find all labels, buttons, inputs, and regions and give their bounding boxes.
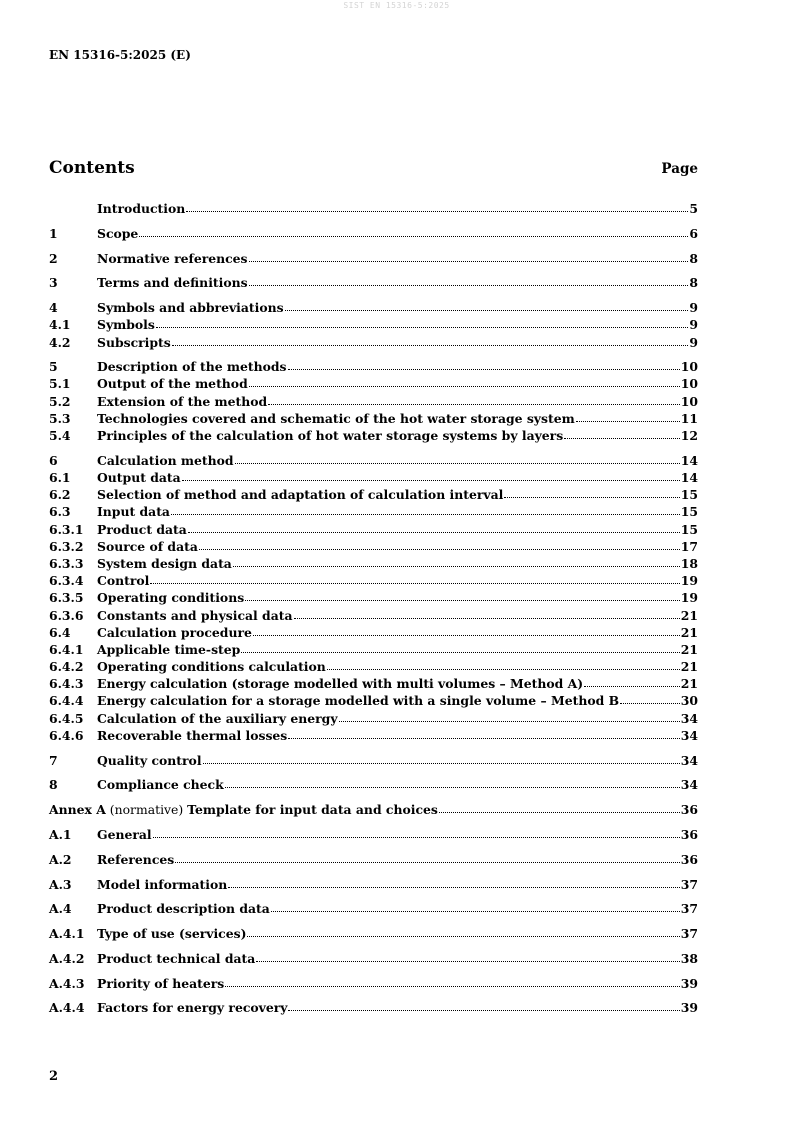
toc-entry-number: A.1 [49, 826, 72, 842]
toc-dot-leader [249, 385, 680, 387]
toc-dot-leader [288, 737, 679, 739]
toc-entry-title: Description of the methods [97, 359, 287, 375]
toc-entry-title: Output of the method [97, 376, 248, 392]
toc-entry-title: Priority of heaters [97, 975, 225, 991]
toc-entry[interactable] [49, 470, 698, 487]
table-of-contents [49, 201, 698, 1018]
toc-entry-page: 36 [680, 802, 698, 818]
toc-entry-title: Input data [97, 504, 170, 520]
contents-heading: Contents [49, 158, 135, 178]
toc-entry-number: 6.2 [49, 487, 71, 503]
toc-entry-number: A.4.4 [49, 1000, 85, 1016]
toc-entry[interactable] [49, 676, 698, 693]
toc-entry-title: Applicable time-step [97, 641, 241, 657]
toc-entry[interactable] [49, 573, 698, 590]
toc-entry[interactable] [49, 201, 698, 218]
toc-entry-title [49, 802, 438, 817]
toc-entry-number: 6.4.3 [49, 676, 84, 692]
toc-entry[interactable] [49, 926, 698, 943]
toc-entry-page: 37 [680, 901, 698, 917]
toc-entry[interactable] [49, 335, 698, 352]
toc-entry-number: 6.3.3 [49, 555, 84, 571]
toc-entry-number: 3 [49, 275, 58, 291]
toc-entry-title: Recoverable thermal losses [97, 727, 288, 743]
toc-annex-title: Template for input data and choices [187, 802, 438, 818]
toc-entry-page: 19 [680, 590, 698, 606]
toc-dot-leader [285, 309, 689, 311]
toc-dot-leader [253, 634, 680, 636]
toc-dot-leader [620, 702, 680, 704]
toc-entry-title: Normative references [97, 250, 248, 266]
toc-entry-title: References [97, 851, 175, 867]
toc-entry[interactable] [49, 590, 698, 607]
toc-entry-page: 30 [680, 693, 698, 709]
toc-entry-number: 6.4 [49, 624, 71, 640]
toc-entry[interactable] [49, 711, 698, 728]
toc-entry-page: 36 [680, 826, 698, 842]
toc-entry-page: 18 [680, 555, 698, 571]
page-column-label: Page [661, 161, 698, 177]
toc-entry-title: Technologies covered and schematic of the hot water storage system [97, 410, 575, 426]
toc-entry[interactable] [49, 827, 698, 844]
toc-dot-leader [171, 513, 680, 515]
toc-entry-title: Product technical data [97, 950, 256, 966]
toc-dot-leader [241, 651, 679, 653]
toc-entry-number: 6.1 [49, 470, 71, 485]
toc-entry-page: 34 [680, 752, 698, 768]
toc-entry-page: 11 [680, 410, 698, 426]
toc-dot-leader [249, 284, 689, 286]
toc-entry[interactable] [49, 376, 698, 393]
toc-entry[interactable] [49, 659, 698, 676]
toc-entry-number: 5 [49, 359, 58, 375]
toc-entry-number: 4.1 [49, 317, 71, 333]
toc-entry[interactable] [49, 428, 698, 445]
toc-entry-number: 6.3.6 [49, 607, 84, 623]
toc-entry-number: 5.2 [49, 393, 71, 409]
toc-dot-leader [294, 617, 680, 619]
toc-entry-title: Product data [97, 521, 187, 537]
toc-entry-number: 1 [49, 225, 58, 241]
toc-entry-title: Type of use (services) [97, 926, 247, 942]
toc-entry-page: 34 [680, 727, 698, 743]
toc-entry-title: Source of data [97, 538, 198, 554]
toc-annex-qualifier: (normative) [105, 802, 188, 818]
toc-entry-number: 5.4 [49, 428, 71, 444]
toc-entry[interactable] [49, 300, 698, 317]
toc-entry-page: 39 [680, 975, 698, 991]
toc-dot-leader [228, 886, 680, 888]
toc-entry[interactable] [49, 539, 698, 556]
toc-entry[interactable] [49, 608, 698, 625]
toc-entry-page: 8 [689, 250, 698, 266]
toc-entry[interactable] [49, 802, 698, 819]
toc-entry-page: 14 [680, 452, 698, 468]
toc-dot-leader [584, 685, 680, 687]
toc-entry-page: 15 [680, 521, 698, 537]
toc-entry-page: 39 [680, 1000, 698, 1016]
toc-entry-page: 21 [680, 641, 698, 657]
toc-entry[interactable] [49, 852, 698, 869]
toc-entry-page: 10 [680, 359, 698, 375]
toc-entry-page: 34 [680, 777, 698, 793]
toc-dot-leader [188, 531, 680, 533]
toc-entry-page: 15 [680, 504, 698, 520]
toc-entry-title: Scope [97, 225, 139, 241]
toc-entry-title: Principles of the calculation of hot water storage systems by layers [97, 428, 564, 444]
toc-entry-number: A.4 [49, 901, 72, 917]
toc-dot-leader [564, 437, 680, 439]
toc-entry-page: 21 [680, 624, 698, 640]
toc-entry-page: 9 [689, 317, 698, 333]
toc-entry-number: 5.1 [49, 376, 71, 392]
toc-entry-title: Operating conditions calculation [97, 659, 326, 675]
document-id: EN 15316-5:2025 (E) [49, 48, 191, 62]
toc-entry-page: 34 [680, 710, 698, 726]
toc-entry-page: 12 [680, 428, 698, 444]
toc-entry-page: 8 [689, 275, 698, 291]
toc-entry-number: A.4.2 [49, 950, 85, 966]
toc-entry-number: 6 [49, 452, 58, 468]
toc-dot-leader [247, 935, 679, 937]
toc-dot-leader [249, 260, 689, 262]
toc-entry-number: 6.4.6 [49, 727, 84, 743]
footer-page-number: 2 [49, 1069, 59, 1084]
toc-entry-number: 4 [49, 300, 58, 316]
toc-entry[interactable] [49, 728, 698, 745]
toc-entry-title: Operating conditions [97, 590, 245, 606]
toc-entry-number: A.2 [49, 851, 72, 867]
toc-entry-number: 6.4.1 [49, 641, 84, 657]
toc-dot-leader [256, 960, 679, 962]
toc-entry-title: Control [97, 573, 150, 589]
toc-entry[interactable] [49, 753, 698, 770]
toc-entry-title: Factors for energy recovery [97, 1000, 288, 1016]
toc-entry-page: 37 [680, 926, 698, 942]
toc-entry-title: Product description data [97, 901, 270, 917]
toc-entry-number: 6.3 [49, 504, 71, 520]
toc-entry-title: Compliance check [97, 777, 224, 793]
toc-entry-number: 6.3.2 [49, 538, 84, 554]
toc-dot-leader [225, 786, 680, 788]
toc-entry-page: 36 [680, 851, 698, 867]
toc-dot-leader [271, 910, 680, 912]
toc-dot-leader [150, 582, 679, 584]
toc-entry-page: 19 [680, 573, 698, 589]
toc-entry-number: 4.2 [49, 334, 71, 350]
toc-dot-leader [576, 420, 680, 422]
toc-dot-leader [288, 1009, 679, 1011]
toc-entry-number: 6.3.5 [49, 590, 84, 606]
toc-dot-leader [233, 565, 680, 567]
toc-entry-page: 38 [680, 950, 698, 966]
toc-entry[interactable] [49, 951, 698, 968]
toc-entry-number: 6.3.1 [49, 521, 84, 537]
toc-annex-label: Annex A [49, 802, 106, 818]
toc-entry-page: 9 [689, 300, 698, 316]
toc-entry-number: A.4.3 [49, 975, 85, 991]
toc-entry[interactable] [49, 777, 698, 794]
toc-dot-leader [186, 210, 688, 212]
toc-entry[interactable] [49, 359, 698, 376]
toc-entry-number: 2 [49, 250, 58, 266]
toc-entry-number: 6.3.4 [49, 573, 84, 589]
toc-entry-number: 8 [49, 777, 58, 793]
toc-entry-page: 37 [680, 876, 698, 892]
toc-dot-leader [175, 861, 680, 863]
toc-entry-number: 6.4.4 [49, 693, 84, 709]
toc-entry[interactable] [49, 317, 698, 334]
toc-dot-leader [153, 836, 680, 838]
toc-entry-page: 21 [680, 659, 698, 675]
toc-dot-leader [339, 720, 680, 722]
toc-entry-title: Output data [97, 470, 181, 485]
toc-entry-page: 21 [680, 607, 698, 623]
toc-entry[interactable] [49, 226, 698, 243]
toc-entry[interactable] [49, 487, 698, 504]
toc-dot-leader [203, 762, 680, 764]
toc-dot-leader [288, 368, 680, 370]
toc-entry-page: 10 [680, 393, 698, 409]
toc-entry[interactable] [49, 275, 698, 292]
toc-entry-title: System design data [97, 555, 232, 571]
toc-entry[interactable] [49, 411, 698, 428]
toc-entry-number: 6.4.5 [49, 710, 84, 726]
toc-entry-page: 17 [680, 538, 698, 554]
toc-entry-title: Energy calculation for a storage modelled with a single volume – Method B [97, 693, 620, 709]
toc-entry-title: Calculation procedure [97, 624, 252, 640]
toc-entry-page: 9 [689, 334, 698, 350]
toc-entry-title: Energy calculation (storage modelled with multi volumes – Method A) [97, 676, 584, 692]
toc-dot-leader [225, 985, 680, 987]
toc-entry[interactable] [49, 693, 698, 710]
toc-dot-leader [172, 344, 689, 346]
toc-entry-page: 14 [680, 470, 698, 485]
toc-entry-number: 5.3 [49, 410, 71, 426]
toc-entry-number: A.3 [49, 876, 72, 892]
toc-entry-title: Quality control [97, 752, 202, 768]
toc-entry-page: 15 [680, 487, 698, 503]
toc-entry[interactable] [49, 556, 698, 573]
toc-entry[interactable] [49, 642, 698, 659]
toc-dot-leader [156, 326, 689, 328]
toc-dot-leader [268, 403, 680, 405]
toc-entry-page: 5 [689, 201, 698, 216]
toc-entry-page: 6 [689, 225, 698, 241]
toc-dot-leader [504, 496, 679, 498]
toc-entry-title: General [97, 826, 152, 842]
toc-dot-leader [235, 462, 680, 464]
toc-dot-leader [245, 599, 680, 601]
toc-entry-title: Calculation method [97, 452, 234, 468]
toc-entry[interactable] [49, 522, 698, 539]
toc-dot-leader [139, 235, 688, 237]
toc-entry-number: A.4.1 [49, 926, 85, 942]
toc-entry[interactable] [49, 394, 698, 411]
toc-entry-number: 6.4.2 [49, 659, 84, 675]
toc-entry-title: Selection of method and adaptation of calculation interval [97, 487, 504, 503]
toc-dot-leader [439, 811, 680, 813]
toc-entry-title: Subscripts [97, 334, 171, 350]
toc-entry[interactable] [49, 1000, 698, 1017]
toc-dot-leader [182, 479, 680, 481]
toc-entry-title: Symbols and abbreviations [97, 300, 284, 316]
toc-entry-title: Extension of the method [97, 393, 268, 409]
toc-entry[interactable] [49, 901, 698, 918]
toc-entry[interactable] [49, 453, 698, 470]
watermark: SIST EN 15316-5:2025 [343, 1, 450, 10]
toc-entry[interactable] [49, 504, 698, 521]
toc-entry[interactable] [49, 976, 698, 993]
toc-entry[interactable] [49, 251, 698, 268]
toc-entry-number: 7 [49, 752, 58, 768]
toc-entry[interactable] [49, 625, 698, 642]
toc-entry[interactable] [49, 877, 698, 894]
toc-entry-title: Terms and definitions [97, 275, 248, 291]
toc-entry-page: 21 [680, 676, 698, 692]
toc-entry-title: Introduction [97, 201, 186, 216]
toc-entry-page: 10 [680, 376, 698, 392]
toc-entry-title: Symbols [97, 317, 155, 333]
toc-entry-title: Calculation of the auxiliary energy [97, 710, 338, 726]
toc-entry-title: Model information [97, 876, 228, 892]
toc-entry-title: Constants and physical data [97, 607, 293, 623]
toc-dot-leader [199, 548, 680, 550]
toc-dot-leader [327, 668, 680, 670]
